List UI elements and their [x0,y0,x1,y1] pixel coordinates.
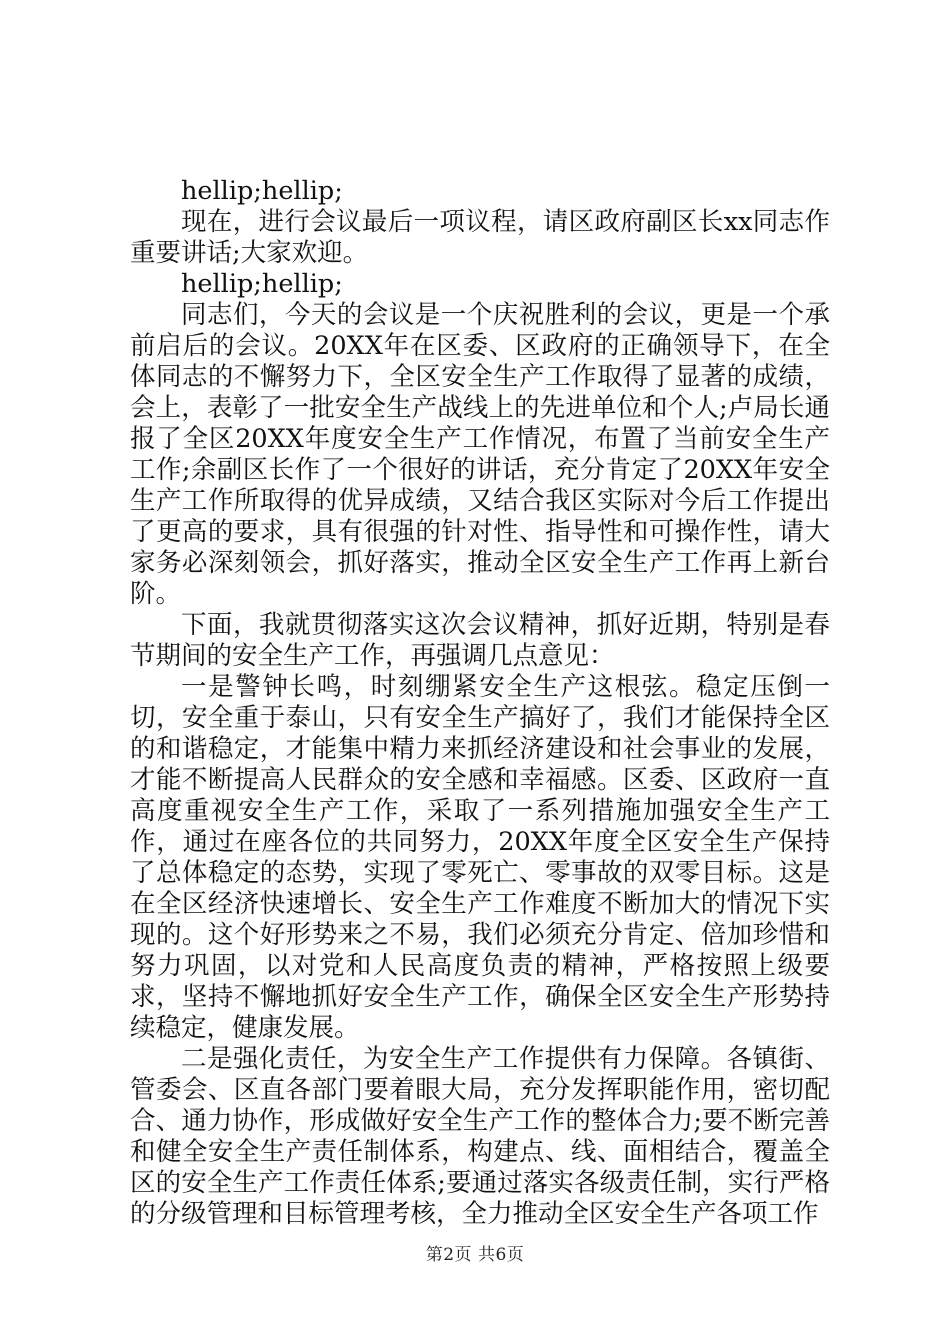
page-number-footer: 第2页 共6页 [425,1245,525,1265]
paragraph-opening: 同志们，今天的会议是一个庆祝胜利的会议，更是一个承前启后的会议。20XX年在区委、区政府的正确领导下，在全体同志的不懈努力下，全区安全生产工作取得了显著的成绩，会上，表彰了一批安全生产战线上的先进单位和个人;卢局长通报了全区20XX年度安全生产工作情况，布置了当前安全生产工作;余副区长作了一个很好的讲话，充分肯定了20XX年安全生产工作所取得的优异成绩，又结合我区实际对今后工作提出了更高的要求，具有很强的针对性、指导性和可操作性，请大家务必深刻领会，抓好落实，推动全区安全生产工作再上新台阶。 [130,300,830,609]
paragraph-point-one: 一是警钟长鸣，时刻绷紧安全生产这根弦。稳定压倒一切，安全重于泰山，只有安全生产搞好了，我们才能保持全区的和谐稳定，才能集中精力来抓经济建设和社会事业的发展，才能不断提高人民群众的安全感和幸福感。区委、区政府一直高度重视安全生产工作，采取了一系列措施加强安全生产工作，通过在座各位的共同努力，20XX年度全区安全生产保持了总体稳定的态势，实现了零死亡、零事故的双零目标。这是在全区经济快速增长、安全生产工作难度不断加大的情况下实现的。这个好形势来之不易，我们必须充分肯定、倍加珍惜和努力巩固，以对党和人民高度负责的精神，严格按照上级要求，坚持不懈地抓好安全生产工作，确保全区安全生产形势持续稳定，健康发展。 [130,672,830,1043]
paragraph-point-two: 二是强化责任，为安全生产工作提供有力保障。各镇街、管委会、区直各部门要着眼大局，充分发挥职能作用，密切配合、通力协作，形成做好安全生产工作的整体合力;要不断完善和健全安全生产责任制体系，构建点、线、面相结合，覆盖全区的安全生产工作责任体系;要通过落实各级责任制，实行严格的分级管理和目标管理考核，全力推动全区安全生产各项工作 [130,1044,830,1229]
paragraph-agenda: 现在，进行会议最后一项议程，请区政府副区长xx同志作重要讲话;大家欢迎。 [130,207,830,268]
paragraph-transition: 下面，我就贯彻落实这次会议精神，抓好近期，特别是春节期间的安全生产工作，再强调几点意见： [130,610,830,671]
document-body [130,176,830,1230]
paragraph-ellipsis-2: hellip;hellip; [181,269,343,299]
paragraph-ellipsis-1: hellip;hellip; [181,176,343,206]
